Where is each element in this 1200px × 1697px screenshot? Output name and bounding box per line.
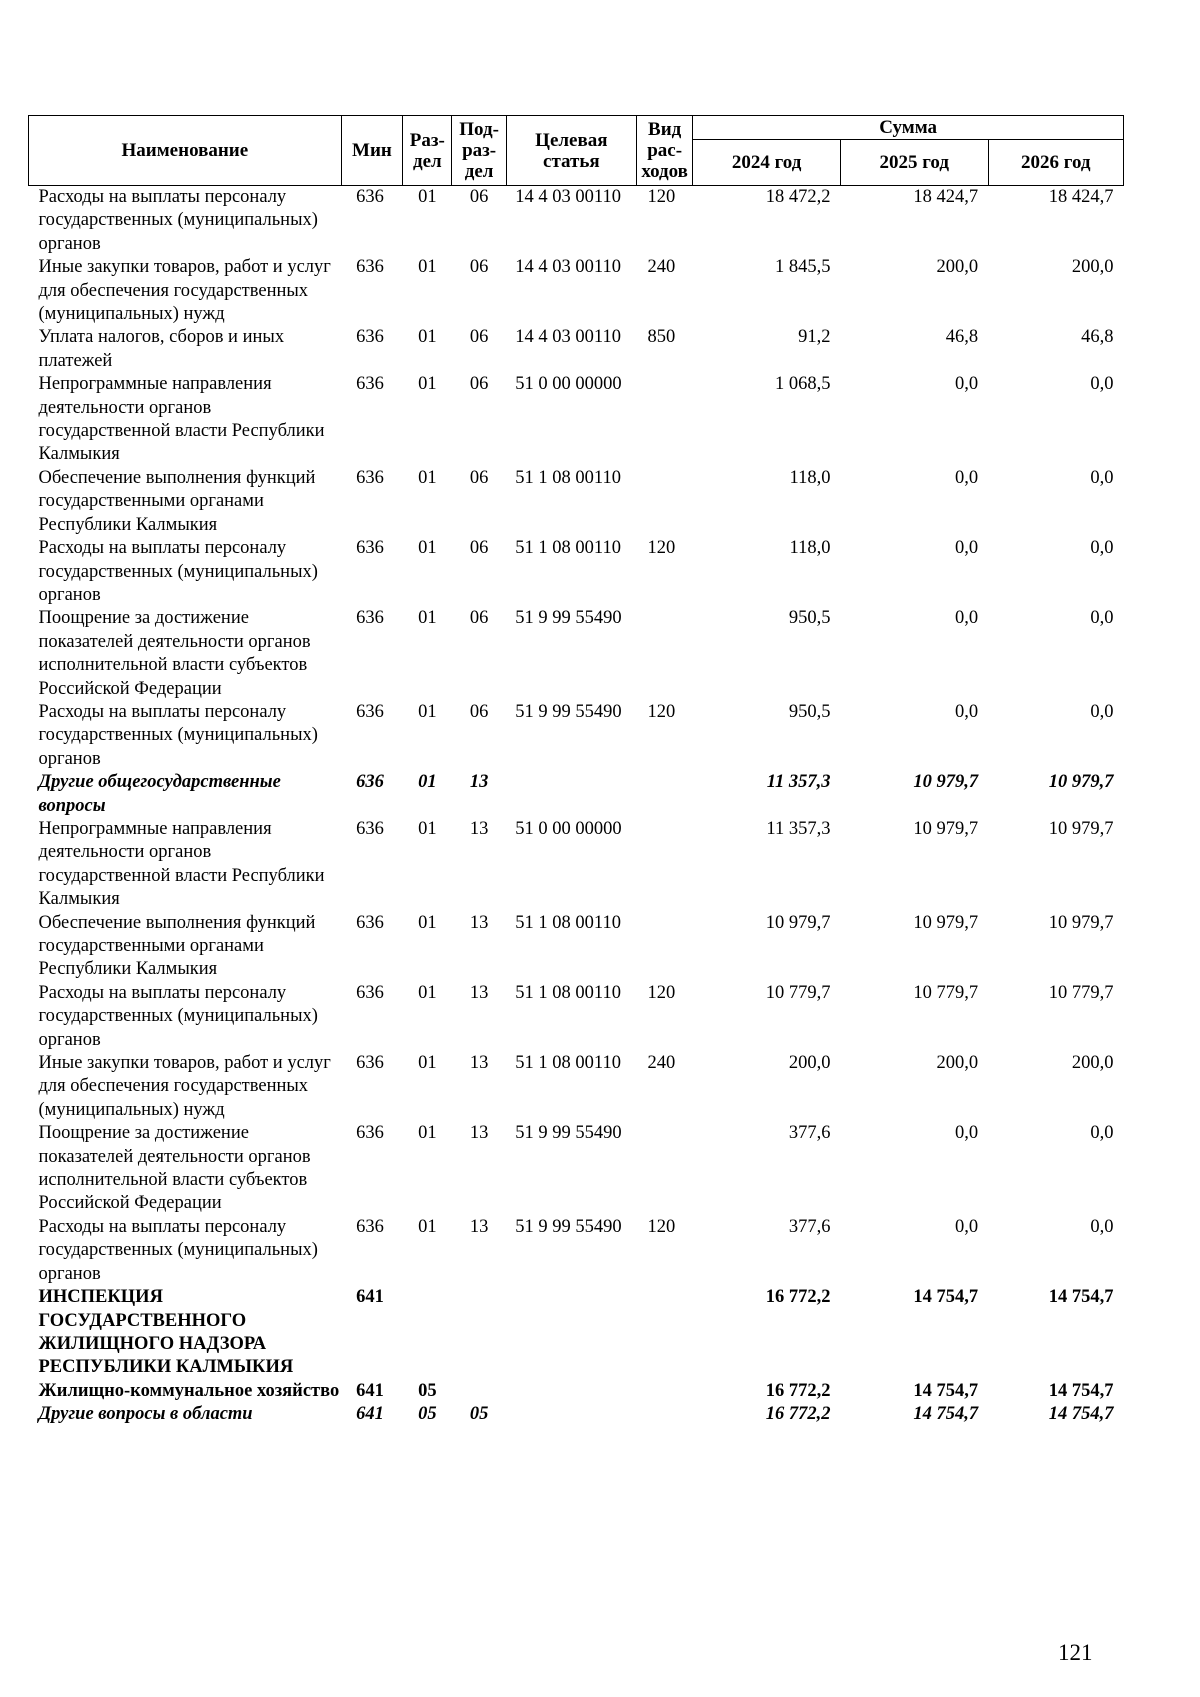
cell-razdel: 05 (418, 1380, 437, 1401)
cell-tselevaya-statya: 51 9 99 55490 (515, 701, 622, 722)
cell-razdel: 01 (418, 1053, 437, 1074)
cell-sum-2024: 200,0 (788, 1053, 831, 1074)
cell-tselevaya-statya: 14 4 03 00110 (515, 327, 621, 348)
cell-tselevaya-statya: 51 1 08 00110 (515, 1053, 621, 1074)
cell-sum-2025: 0,0 (954, 538, 979, 559)
cell-min: 636 (356, 467, 384, 488)
cell-podrazdel: 13 (469, 1053, 489, 1074)
cell-sum-2026: 10 979,7 (1048, 912, 1114, 933)
cell-razdel: 01 (418, 1123, 437, 1144)
table-row (29, 186, 1124, 257)
cell-name: Непрограммные направления деятельности органов государственной власти Республики Калмыкия (38, 374, 325, 465)
cell-sum-2024: 11 357,3 (766, 772, 831, 793)
cell-sum-2024: 118,0 (789, 467, 831, 488)
cell-podrazdel (452, 1380, 506, 1403)
cell-podrazdel: 13 (469, 772, 489, 793)
cell-name: Жилищно-коммунальное хозяйство (38, 1380, 340, 1401)
cell-vid-raskhodov (636, 373, 692, 467)
cell-min: 636 (356, 1053, 384, 1074)
cell-podrazdel: 06 (469, 327, 489, 348)
cell-sum-2026: 14 754,7 (1048, 1287, 1114, 1308)
cell-sum-2025: 0,0 (954, 1216, 979, 1237)
cell-name: Другие вопросы в области (38, 1404, 253, 1425)
cell-vid-raskhodov: 240 (647, 1053, 676, 1074)
header-tselevaya-statya: Целевая статья (506, 116, 636, 186)
cell-podrazdel: 13 (469, 818, 489, 839)
cell-razdel: 01 (418, 912, 437, 933)
cell-razdel: 01 (418, 257, 437, 278)
cell-name: Другие общегосударственные вопросы (38, 772, 281, 816)
table-row (29, 1122, 1124, 1216)
cell-tselevaya-statya (506, 1286, 636, 1380)
table-row-ministry (29, 1286, 1124, 1380)
cell-name: Уплата налогов, сборов и иных платежей (38, 327, 285, 371)
cell-tselevaya-statya: 51 1 08 00110 (515, 467, 621, 488)
table-row (29, 467, 1124, 537)
cell-min: 641 (356, 1287, 384, 1308)
cell-sum-2024: 16 772,2 (765, 1404, 831, 1425)
cell-tselevaya-statya: 51 1 08 00110 (515, 912, 621, 933)
cell-sum-2026: 0,0 (1090, 701, 1114, 722)
cell-razdel (403, 1286, 452, 1380)
cell-tselevaya-statya (506, 1403, 636, 1426)
cell-min: 636 (356, 982, 384, 1003)
cell-sum-2024: 11 357,3 (766, 818, 831, 839)
cell-podrazdel: 06 (469, 467, 489, 488)
cell-name: Иные закупки товаров, работ и услуг для обеспечения государственных (муниципальных) нужд (38, 1053, 331, 1120)
cell-tselevaya-statya (506, 771, 636, 818)
cell-min: 636 (356, 187, 384, 207)
cell-name: Расходы на выплаты персоналу государственных (муниципальных) органов (38, 187, 318, 254)
cell-vid-raskhodov (636, 771, 692, 818)
cell-vid-raskhodov (636, 818, 692, 912)
cell-min: 636 (356, 1123, 384, 1144)
cell-sum-2025: 10 979,7 (913, 818, 979, 839)
cell-name: Иные закупки товаров, работ и услуг для обеспечения государственных (муниципальных) нужд (38, 257, 331, 325)
table-row (29, 818, 1124, 912)
cell-min: 636 (356, 608, 384, 629)
cell-vid-raskhodov: 850 (647, 327, 676, 348)
cell-name: ИНСПЕКЦИЯ ГОСУДАРСТВЕННОГО ЖИЛИЩНОГО НАДЗОРА РЕСПУБЛИКИ КАЛМЫКИЯ (38, 1287, 294, 1378)
cell-tselevaya-statya: 51 0 00 00000 (515, 818, 622, 839)
cell-min: 636 (356, 912, 384, 933)
cell-sum-2024: 18 472,2 (765, 187, 831, 207)
cell-tselevaya-statya: 51 1 08 00110 (515, 982, 621, 1003)
cell-min: 636 (356, 538, 384, 559)
cell-tselevaya-statya: 14 4 03 00110 (515, 187, 621, 207)
cell-razdel: 01 (418, 374, 437, 395)
cell-vid-raskhodov (636, 1380, 692, 1403)
cell-podrazdel: 06 (469, 257, 489, 278)
cell-sum-2026: 0,0 (1090, 1123, 1114, 1144)
cell-tselevaya-statya: 51 9 99 55490 (515, 608, 622, 629)
cell-sum-2026: 0,0 (1090, 467, 1114, 488)
cell-sum-2025: 0,0 (954, 374, 979, 395)
table-row (29, 1216, 1124, 1286)
table-row (29, 537, 1124, 607)
cell-sum-2026: 0,0 (1090, 374, 1114, 395)
cell-tselevaya-statya: 51 1 08 00110 (515, 538, 621, 559)
cell-sum-2024: 950,5 (788, 608, 831, 629)
header-vid-raskhodov: Вид рас- ходов (636, 116, 692, 186)
cell-sum-2024: 16 772,2 (765, 1287, 831, 1308)
cell-sum-2025: 200,0 (936, 257, 979, 278)
cell-sum-2026: 200,0 (1071, 257, 1114, 278)
cell-sum-2025: 0,0 (954, 1123, 979, 1144)
cell-sum-2024: 1 845,5 (774, 257, 831, 278)
cell-min: 636 (356, 772, 384, 793)
cell-min: 636 (356, 327, 384, 348)
cell-podrazdel: 13 (469, 1216, 489, 1237)
cell-razdel: 01 (418, 608, 437, 629)
cell-sum-2026: 10 779,7 (1048, 982, 1114, 1003)
header-year-2025: 2025 год (840, 140, 988, 186)
cell-sum-2026: 14 754,7 (1048, 1404, 1114, 1425)
cell-min: 641 (356, 1404, 384, 1425)
cell-name: Расходы на выплаты персоналу государственных (муниципальных) органов (38, 982, 318, 1050)
cell-podrazdel: 06 (469, 701, 489, 722)
cell-razdel: 05 (418, 1404, 437, 1425)
table-row (29, 982, 1124, 1052)
cell-sum-2025: 14 754,7 (913, 1404, 979, 1425)
cell-sum-2025: 14 754,7 (913, 1380, 979, 1401)
cell-sum-2026: 0,0 (1090, 538, 1114, 559)
header-min: Мин (341, 116, 403, 186)
cell-razdel: 01 (418, 1216, 437, 1237)
table-row-subsection (29, 771, 1124, 818)
cell-sum-2025: 0,0 (954, 467, 979, 488)
cell-sum-2026: 10 979,7 (1048, 818, 1114, 839)
cell-name: Обеспечение выполнения функций государственными органами Республики Калмыкия (38, 912, 316, 980)
cell-min: 636 (356, 257, 384, 278)
cell-sum-2024: 377,6 (788, 1216, 831, 1237)
cell-vid-raskhodov: 120 (647, 982, 676, 1003)
header-name: Наименование (29, 116, 342, 186)
cell-sum-2024: 1 068,5 (774, 374, 831, 395)
table-row (29, 1052, 1124, 1122)
cell-vid-raskhodov: 120 (647, 187, 676, 207)
header-summa: Сумма (693, 116, 1124, 140)
cell-vid-raskhodov: 240 (647, 257, 676, 278)
cell-sum-2025: 0,0 (954, 701, 979, 722)
cell-podrazdel: 06 (469, 187, 489, 207)
cell-sum-2024: 10 979,7 (765, 912, 831, 933)
table-row (29, 607, 1124, 701)
header-year-2024: 2024 год (693, 140, 841, 186)
cell-sum-2025: 10 779,7 (913, 982, 979, 1003)
cell-tselevaya-statya: 51 0 00 00000 (515, 374, 622, 395)
cell-razdel: 01 (418, 327, 437, 348)
cell-sum-2024: 10 779,7 (765, 982, 831, 1003)
cell-tselevaya-statya (506, 1380, 636, 1403)
cell-sum-2026: 200,0 (1071, 1053, 1114, 1074)
cell-sum-2025: 10 979,7 (913, 772, 979, 793)
table-row (29, 326, 1124, 373)
header-podrazdel: Под- раз- дел (452, 116, 506, 186)
cell-tselevaya-statya: 51 9 99 55490 (515, 1216, 622, 1237)
cell-vid-raskhodov (636, 1122, 692, 1216)
cell-min: 636 (356, 1216, 384, 1237)
cell-min: 641 (356, 1380, 384, 1401)
cell-sum-2025: 46,8 (945, 327, 979, 348)
cell-vid-raskhodov: 120 (647, 701, 676, 722)
cell-name: Расходы на выплаты персоналу государственных (муниципальных) органов (38, 701, 318, 769)
cell-sum-2025: 14 754,7 (913, 1287, 979, 1308)
cell-razdel: 01 (418, 467, 437, 488)
cell-sum-2026: 18 424,7 (1048, 187, 1114, 207)
cell-vid-raskhodov (636, 912, 692, 982)
cell-tselevaya-statya: 51 9 99 55490 (515, 1123, 622, 1144)
cell-podrazdel: 13 (469, 1123, 489, 1144)
cell-razdel: 01 (418, 772, 437, 793)
cell-name: Расходы на выплаты персоналу государственных (муниципальных) органов (38, 538, 318, 605)
cell-podrazdel: 06 (469, 374, 489, 395)
cell-podrazdel: 05 (469, 1404, 489, 1425)
cell-sum-2024: 16 772,2 (765, 1380, 831, 1401)
cell-sum-2025: 200,0 (936, 1053, 979, 1074)
cell-vid-raskhodov (636, 1403, 692, 1426)
cell-podrazdel (452, 1286, 506, 1380)
cell-sum-2024: 377,6 (788, 1123, 831, 1144)
cell-razdel: 01 (418, 818, 437, 839)
cell-sum-2024: 91,2 (798, 327, 831, 348)
cell-tselevaya-statya: 14 4 03 00110 (515, 257, 621, 278)
page-number: 121 (1058, 1640, 1093, 1665)
table-row (29, 701, 1124, 771)
cell-vid-raskhodov: 120 (647, 1216, 676, 1237)
cell-name: Обеспечение выполнения функций государственными органами Республики Калмыкия (38, 467, 316, 535)
cell-min: 636 (356, 701, 384, 722)
cell-razdel: 01 (418, 538, 437, 559)
budget-table (28, 115, 1124, 1427)
cell-sum-2024: 118,0 (789, 538, 831, 559)
cell-vid-raskhodov (636, 1286, 692, 1380)
cell-sum-2025: 0,0 (954, 608, 979, 629)
cell-sum-2026: 46,8 (1081, 327, 1114, 348)
header-razdel: Раз- дел (403, 116, 452, 186)
cell-podrazdel: 06 (469, 608, 489, 629)
cell-razdel: 01 (418, 982, 437, 1003)
table-row-section (29, 1380, 1124, 1403)
cell-name: Поощрение за достижение показателей деятельности органов исполнительной власти субъектов Российской Федерации (38, 608, 311, 699)
table-row-subsection (29, 1403, 1124, 1426)
cell-name: Непрограммные направления деятельности органов государственной власти Республики Калмыкия (38, 818, 325, 910)
cell-sum-2026: 10 979,7 (1048, 772, 1114, 793)
cell-name: Поощрение за достижение показателей деятельности органов исполнительной власти субъектов Российской Федерации (38, 1123, 311, 1214)
cell-sum-2025: 18 424,7 (913, 187, 979, 207)
cell-sum-2024: 950,5 (788, 701, 831, 722)
table-row (29, 256, 1124, 326)
cell-podrazdel: 13 (469, 982, 489, 1003)
cell-razdel: 01 (418, 187, 437, 207)
table-row (29, 373, 1124, 467)
cell-sum-2026: 0,0 (1090, 608, 1114, 629)
cell-razdel: 01 (418, 701, 437, 722)
cell-vid-raskhodov: 120 (647, 538, 676, 559)
header-year-2026: 2026 год (988, 140, 1123, 186)
cell-sum-2026: 14 754,7 (1048, 1380, 1114, 1401)
cell-sum-2025: 10 979,7 (913, 912, 979, 933)
cell-name: Расходы на выплаты персоналу государственных (муниципальных) органов (38, 1216, 318, 1284)
cell-vid-raskhodov (636, 607, 692, 701)
cell-min: 636 (356, 818, 384, 839)
cell-podrazdel: 13 (469, 912, 489, 933)
cell-sum-2026: 0,0 (1090, 1216, 1114, 1237)
cell-podrazdel: 06 (469, 538, 489, 559)
table-row (29, 912, 1124, 982)
cell-min: 636 (356, 374, 384, 395)
cell-vid-raskhodov (636, 467, 692, 537)
